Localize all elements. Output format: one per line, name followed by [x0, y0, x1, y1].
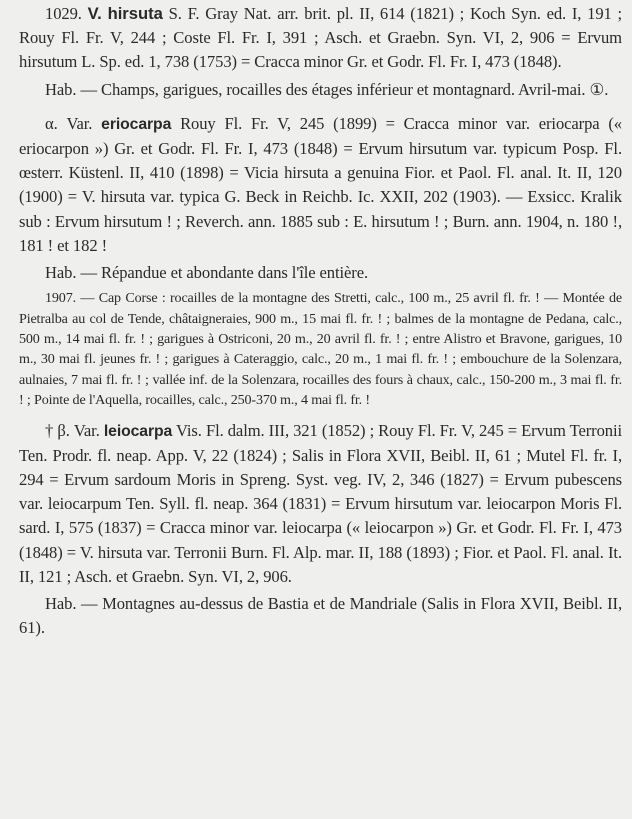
species-name: hirsuta: [107, 4, 163, 23]
variety-beta-habitat: Hab. — Montagnes au-dessus de Bastia et de Mandriale (Salis in Flora XVII, Beibl. II, 61).: [19, 594, 622, 638]
variety-beta-synonymy: Vis. Fl. dalm. III, 321 (1852) ; Rouy Fl. Fr. V, 245 = Ervum Terronii Ten. Prodr. fl. neap. App. V, 22 (1824) ; Salis in Flora XVII, Beibl. II, 61 ; Mutel Fl. fr. I, 294 = Ervum sardoum Moris in Spreng. Syst. veg. IV, 2, 346 (1827) = Ervum pubescens var. leiocarpum Ten. Syll. fl. neap. 364 (1831) = Ervum hirsutum var. leiocarpon Moris Fl. sard. I, 575 (1837) = Cracca minor var. leiocarpa (« leiocarpon ») Gr. et Godr. Fl. Fr. I, 473 (1848) = V. hirsuta var. Terronii Burn. Fl. Alp. mar. II, 188 (1893) ; Fior. et Paol. Fl. anal. It. II, 121 ; Asch. et Graebn. Syn. VI, 2, 906.: [19, 420, 623, 586]
species-entry-1029: [19, 2, 622, 75]
variety-alpha-synonymy: Rouy Fl. Fr. V, 245 (1899) = Cracca minor var. eriocarpa (« eriocarpon ») Gr. et Godr. Fl. Fr. I, 473 (1848) = Ervum hirsutum var. typicum Posp. Fl. œsterr. Küstenl. II, 410 (1898) = Vicia hirsuta a genuina Fior. et Paol. Fl. anal. It. II, 120 (1900) = V. hirsuta var. typica G. Beck in Reichb. Ic. XXII, 202 (1903). — Exsicc. Kralik sub : Ervum hirsutum ! ; Reverch. ann. 1885 sub : E. hirsutum ! ; Burn. ann. 1904, n. 180 !, 181 ! et 182 !: [19, 113, 622, 255]
variety-beta-name: leiocarpa: [103, 422, 173, 440]
variety-beta: [19, 419, 622, 589]
variety-alpha-name: eriocarpa: [101, 115, 172, 133]
species-synonymy: S. F. Gray Nat. arr. brit. pl. II, 614 (1821) ; Koch Syn. ed. I, 191 ; Rouy Fl. Fr. V, 244 ; Coste Fl. Fr. I, 391 ; Asch. et Graebn. Syn. VI, 2, 906 = Ervum hirsutum L. Sp. ed. 1, 738 (1753) = Cracca minor Gr. et Godr. Fl. Fr. I, 473 (1848).: [19, 4, 622, 72]
entry-number: 1029.: [45, 4, 82, 23]
variety-alpha: [19, 112, 622, 258]
variety-beta-marker: † β. Var.: [45, 420, 100, 440]
species-habitat: Hab. — Champs, garigues, rocailles des étages inférieur et montagnard. Avril-mai. ①.: [45, 79, 609, 99]
genus-initial: V.: [87, 4, 102, 23]
variety-alpha-habitat: Hab. — Répandue et abondante dans l'île entière.: [45, 263, 369, 283]
variety-alpha-localities: 1907. — Cap Corse : rocailles de la montagne des Stretti, calc., 100 m., 25 avril fl. fr. ! — Montée de Pietralba au col de Tende, châtaigneraies, 900 m., 15 mai fl. fr. ! ; balmes de la montagne de Pedana, calc., 500 m., 14 mai fl. fr. ! ; garigues à Ostriconi, 20 m., 20 avril fl. fr. ! ; entre Alistro et Bravone, garigues, 10 m., 30 mai fl. jeunes fr. ! ; garigues à Cateraggio, calc., 20 m., 1 mai fl. fr. ! ; embouchure de la Solenzara, aulnaies, 7 mai fl. fr. ! ; vallée inf. de la Solenzara, rocailles des fours à chaux, calc., 150-200 m., 3 mai fl. fr. ! ; Pointe de l'Aquella, rocailles, calc., 250-370 m., 4 mai fl. fr. !: [19, 290, 622, 409]
variety-alpha-marker: α. Var.: [45, 113, 93, 133]
